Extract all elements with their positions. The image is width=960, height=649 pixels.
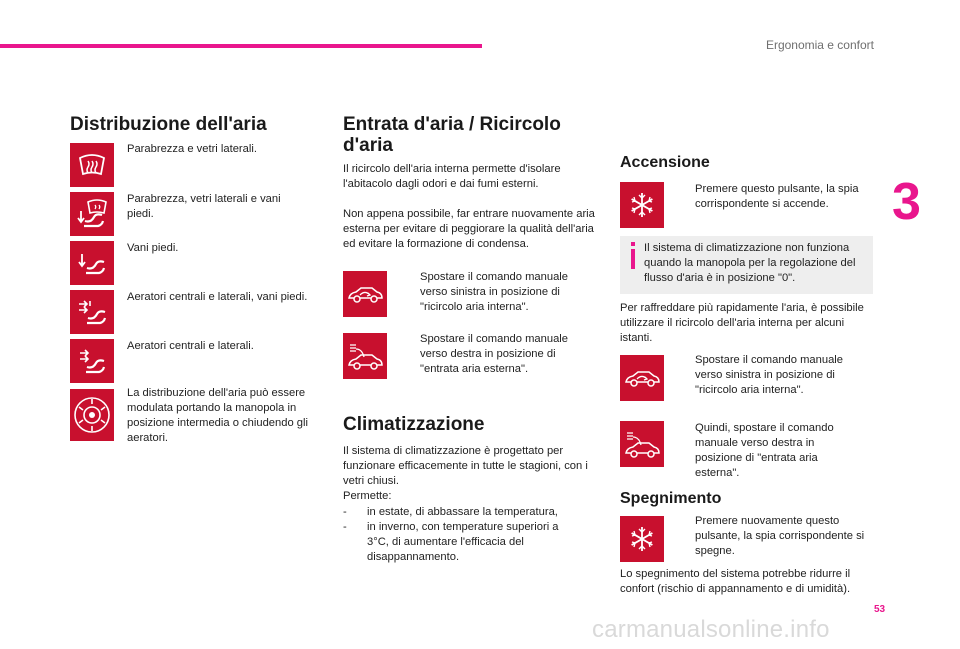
spegnimento-step-1: Premere nuovamente questo pulsante, la spia corrispondente si spegne. <box>695 515 865 557</box>
list-dash: - <box>343 521 347 533</box>
vents-feet-icon <box>70 290 114 334</box>
distribuzione-item-6: La distribuzione dell'aria può essere modulata portando la manopola in posizione intermedia o chiudendo gli aeratori. <box>127 387 308 444</box>
section-title: Ergonomia e confort <box>765 38 874 52</box>
info-icon <box>628 242 638 270</box>
distribution-dial-icon <box>70 389 114 441</box>
clima-paragraph-1: Il sistema di climatizzazione è progettato per funzionare efficacemente in tutte le stagioni, con i vetri chiusi. <box>343 445 588 487</box>
accensione-paragraph: Per raffreddare più rapidamente l'aria, è possibile utilizzare il ricircolo dell'aria interna per alcuni istanti. <box>620 302 864 344</box>
recirculation-icon <box>620 355 664 401</box>
spegnimento-paragraph: Lo spegnimento del sistema potrebbe ridurre il confort (rischio di appannamento e di umidità). <box>620 568 851 595</box>
entrata-paragraph-2: Non appena possibile, far entrare nuovamente aria esterna per evitare di peggiorare la qualità dell'aria ed evitare la formazione di condensa. <box>343 208 595 250</box>
distribuzione-item-3: Vani piedi. <box>127 242 179 254</box>
accensione-step-2: Spostare il comando manuale verso sinistra in posizione di "ricircolo aria interna". <box>695 354 844 396</box>
distribuzione-item-2: Parabrezza, vetri laterali e vani piedi. <box>127 193 281 220</box>
windshield-defrost-icon <box>70 143 114 187</box>
ac-snowflake-icon[interactable] <box>620 516 664 562</box>
distribuzione-title: Distribuzione dell'aria <box>70 114 267 135</box>
accensione-step-3: Quindi, spostare il comando manuale verso destra in posizione di "entrata aria esterna". <box>695 422 834 479</box>
accensione-title: Accensione <box>620 154 710 171</box>
recirculation-icon <box>343 271 387 317</box>
page-number: 53 <box>874 604 886 615</box>
clima-title: Climatizzazione <box>343 414 485 435</box>
entrata-paragraph-1: Il ricircolo dell'aria interna permette d'isolare l'abitacolo dagli odori e dai fumi esterni. <box>343 163 561 190</box>
info-text: Il sistema di climatizzazione non funziona quando la manopola per la regolazione del flusso d'aria è in posizione "0". <box>644 242 856 284</box>
entrata-title: Entrata d'aria / Ricircolo d'aria <box>343 114 561 156</box>
feet-icon <box>70 241 114 285</box>
clima-list-item-1: in estate, di abbassare la temperatura, <box>367 506 558 518</box>
fresh-air-icon <box>620 421 664 467</box>
entrata-step-1: Spostare il comando manuale verso sinistra in posizione di "ricircolo aria interna". <box>420 271 569 313</box>
info-box <box>620 236 873 294</box>
entrata-step-2: Spostare il comando manuale verso destra in posizione di "entrata aria esterna". <box>420 333 569 375</box>
windshield-feet-icon <box>70 192 114 236</box>
clima-list-item-2: in inverno, con temperature superiori a 3°C, di aumentare l'efficacia del disappannamento. <box>367 521 559 563</box>
distribuzione-item-1: Parabrezza e vetri laterali. <box>127 143 257 155</box>
vents-icon <box>70 339 114 383</box>
chapter-number: 3 <box>892 173 921 231</box>
accent-bar <box>0 44 482 48</box>
fresh-air-icon <box>343 333 387 379</box>
accensione-step-1: Premere questo pulsante, la spia corrispondente si accende. <box>695 183 859 210</box>
list-dash: - <box>343 506 347 518</box>
spegnimento-title: Spegnimento <box>620 490 722 507</box>
watermark: carmanualsonline.info <box>592 616 830 643</box>
clima-paragraph-2: Permette: <box>343 490 392 502</box>
ac-snowflake-icon[interactable] <box>620 182 664 228</box>
distribuzione-item-4: Aeratori centrali e laterali, vani piedi. <box>127 291 308 303</box>
distribuzione-item-5: Aeratori centrali e laterali. <box>127 340 254 352</box>
